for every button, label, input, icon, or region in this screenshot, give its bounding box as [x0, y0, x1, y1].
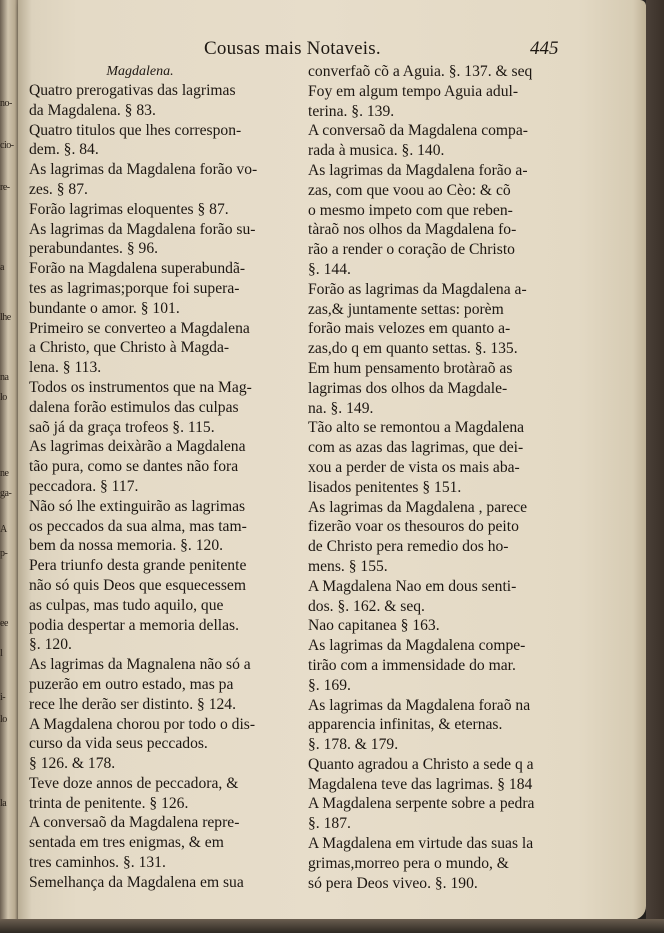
index-entry: [29, 655, 291, 714]
entry-line: xou a perder de vista os mais aba-: [308, 458, 520, 476]
index-entry: [29, 497, 291, 556]
entry-line: Todos os instrumentos que na Mag-: [29, 378, 252, 396]
index-entry: [308, 418, 570, 497]
entry-line: de Christo pera remedio dos ho-: [308, 538, 509, 556]
index-entry: [29, 556, 291, 655]
index-entry: [308, 498, 570, 577]
entry-line: Semelhança da Magdalena em sua: [29, 873, 244, 891]
entry-line: A conversaõ da Magdalena compa-: [308, 122, 528, 140]
entry-line: lena. § 113.: [29, 359, 102, 377]
entry-line: Primeiro se converteo a Magdalena: [29, 319, 250, 337]
entry-line: Não só lhe extinguirão as lagrimas: [29, 497, 246, 515]
entry-line: Foy em algum tempo Aguia adul-: [308, 82, 519, 100]
entry-line: dem. §. 84.: [29, 141, 99, 159]
margin-fragment: no-: [0, 98, 12, 109]
entry-line: A Magdalena chorou por todo o dis-: [29, 715, 256, 733]
entry-line: mens. § 155.: [308, 557, 388, 575]
entry-line: A conversaõ da Magdalena repre-: [29, 814, 240, 832]
entry-line: §. 169.: [308, 676, 351, 694]
index-column-left: [29, 62, 291, 893]
entry-line: As lagrimas da Magdalena , parece: [308, 498, 528, 516]
index-entry: [308, 121, 570, 161]
entry-line: apparencia infinitas, & eternas.: [308, 716, 503, 734]
entry-line: Quatro titulos que lhes correspon-: [29, 121, 242, 139]
entry-line: converfaõ cõ a Aguia. §. 137. & seq: [308, 63, 533, 80]
index-entry: [29, 873, 291, 893]
entry-line: tirão com a immensidade do mar.: [308, 656, 516, 674]
entry-line: Tão alto se remontou a Magdalena: [308, 419, 525, 437]
entry-line: sentada em tres enigmas, & em: [29, 834, 224, 852]
index-entry: [29, 220, 291, 260]
entry-line: A Magdalena serpente sobre a pedra: [308, 795, 535, 813]
entry-line: não só quis Deos que esquecessem: [29, 576, 246, 594]
index-entry: [29, 160, 291, 200]
index-entry: [308, 834, 570, 893]
entry-line: Forão na Magdalena superabundã-: [29, 260, 246, 278]
previous-page-edge: [0, 0, 20, 933]
margin-fragment: i-: [0, 692, 6, 703]
index-entry: [308, 359, 570, 418]
entry-line: dos. §. 162. & seq.: [308, 597, 425, 615]
margin-fragment: lo: [0, 392, 7, 403]
entry-line: Teve doze annos de peccadora, &: [29, 774, 239, 792]
entry-line: A Magdalena Nao em dous senti-: [308, 577, 517, 595]
entry-line: lagrimas dos olhos da Magdale-: [308, 379, 508, 397]
entry-line: dalena forão estimulos das culpas: [29, 398, 239, 416]
entry-line: zes. § 87.: [29, 180, 88, 198]
margin-fragment: ga-: [0, 488, 12, 499]
index-entry: [308, 696, 570, 755]
index-entry: [29, 121, 291, 161]
entry-line: tes as lagrimas;porque foi supera-: [29, 279, 240, 297]
entry-line: § 126. & 178.: [29, 755, 116, 773]
index-entry: [29, 437, 291, 496]
entry-line: tàraõ nos olhos da Magdalena fo-: [308, 221, 517, 239]
index-entry: [29, 813, 291, 872]
index-entry: [308, 636, 570, 695]
entry-line: peccadora. § 117.: [29, 477, 139, 495]
entry-line: Forão lagrimas eloquentes § 87.: [29, 200, 229, 218]
entry-line: As lagrimas da Magdalena forão a-: [308, 161, 528, 179]
entry-line: o mesmo impeto com que reben-: [308, 201, 513, 219]
entry-line: rão a render o coração de Christo: [308, 241, 515, 259]
index-entry: [308, 82, 570, 122]
entry-line: trinta de penitente. § 126.: [29, 794, 189, 812]
entry-line: Quanto agradou a Christo a sede q a: [308, 755, 534, 773]
entry-line: rada à musica. §. 140.: [308, 142, 445, 160]
page-number: 445: [530, 38, 559, 59]
index-entry: [308, 161, 570, 280]
margin-fragment: lhe: [0, 312, 11, 323]
entry-line: zas,do q em quanto settas. §. 135.: [308, 340, 518, 358]
margin-fragment: A: [0, 524, 7, 535]
index-entry: [29, 81, 291, 121]
entry-line: rece lhe derão ser distinto. § 124.: [29, 695, 236, 713]
margin-fragment: na: [0, 372, 9, 383]
entry-line: Nao capitanea § 163.: [308, 617, 440, 635]
entry-line: Magdalena teve das lagrimas. § 184: [308, 775, 533, 793]
entry-line: curso da vida seus peccados.: [29, 735, 208, 753]
entry-line: As lagrimas da Magdalena forão su-: [29, 220, 256, 238]
entry-line: tão pura, como se dantes não fora: [29, 458, 239, 476]
entry-line: saõ já da graça trofeos §. 115.: [29, 418, 215, 436]
index-entry: [29, 319, 291, 378]
index-entry: [308, 794, 570, 834]
running-head: Cousas mais Notaveis.: [204, 38, 381, 59]
index-column-right: [308, 62, 570, 893]
entry-line: zas,& juntamente settas: porèm: [308, 300, 504, 318]
entry-line: As lagrimas da Magdalena forão vo-: [29, 161, 258, 179]
entry-line: as culpas, mas tudo aquilo, que: [29, 596, 224, 614]
margin-fragment: la: [0, 798, 7, 809]
index-entry: [308, 616, 570, 636]
entry-line: perabundantes. § 96.: [29, 240, 159, 258]
right-page-edge: [646, 0, 664, 933]
entry-line: da Magdalena. § 83.: [29, 101, 156, 119]
index-entry: [308, 62, 570, 82]
entry-line: lisados penitentes § 151.: [308, 478, 462, 496]
entry-line: a Christo, que Christo à Magda-: [29, 339, 230, 357]
entry-line: fizerão voar os thesouros do peito: [308, 518, 519, 536]
margin-fragment: ne: [0, 468, 9, 479]
entry-line: bundante o amor. § 101.: [29, 299, 180, 317]
margin-fragment: ee: [0, 618, 8, 629]
entry-line: com as azas das lagrimas, que dei-: [308, 439, 524, 457]
entry-line: puzerão em outro estado, mas pa: [29, 675, 234, 693]
entry-line: Forão as lagrimas da Magdalena a-: [308, 280, 527, 298]
entry-line: As lagrimas da Magdalena foraõ na: [308, 696, 531, 714]
index-entry: [29, 774, 291, 814]
entry-line: tres caminhos. §. 131.: [29, 854, 166, 872]
entry-line: As lagrimas da Magdalena compe-: [308, 637, 526, 655]
entry-line: As lagrimas deixàrão a Magdalena: [29, 438, 246, 456]
margin-fragment: lo: [0, 714, 7, 725]
entry-line: §. 120.: [29, 636, 72, 654]
section-heading: Magdalena.: [106, 64, 174, 79]
entry-line: só pera Deos viveo. §. 190.: [308, 874, 478, 892]
index-entry: [308, 577, 570, 617]
entry-line: §. 187.: [308, 815, 351, 833]
index-entry: [29, 715, 291, 774]
entry-line: As lagrimas da Magnalena não só a: [29, 656, 251, 674]
entry-line: §. 144.: [308, 260, 351, 278]
margin-fragment: cio-: [0, 140, 14, 151]
entry-line: na. §. 149.: [308, 399, 374, 417]
entry-line: podia despertar a memoria dellas.: [29, 616, 239, 634]
index-entry: [308, 755, 570, 795]
index-entry: [308, 280, 570, 359]
entry-line: Quatro prerogativas das lagrimas: [29, 82, 236, 99]
index-entry: [29, 200, 291, 220]
index-entry: [29, 378, 291, 437]
margin-fragment: p-: [0, 548, 8, 559]
entry-line: §. 178. & 179.: [308, 736, 399, 754]
entry-line: forão mais velozes em quanto a-: [308, 320, 511, 338]
entry-line: os peccados da sua alma, mas tam-: [29, 517, 247, 535]
margin-fragment: l: [0, 648, 3, 659]
entry-line: Pera triunfo desta grande penitente: [29, 557, 247, 575]
entry-line: zas, com que voou ao Cèo: & cõ: [308, 181, 511, 199]
entry-line: A Magdalena em virtude das suas la: [308, 835, 534, 853]
entry-line: Em hum pensamento brotàraõ as: [308, 359, 513, 377]
index-entry: [29, 259, 291, 318]
margin-fragment: a: [0, 262, 4, 273]
bottom-page-edge: [0, 919, 664, 933]
entry-line: grimas,morreo pera o mundo, &: [308, 854, 509, 872]
entry-line: bem da nossa memoria. §. 120.: [29, 537, 224, 555]
entry-line: terina. §. 139.: [308, 102, 395, 120]
margin-fragment: re-: [0, 182, 10, 193]
